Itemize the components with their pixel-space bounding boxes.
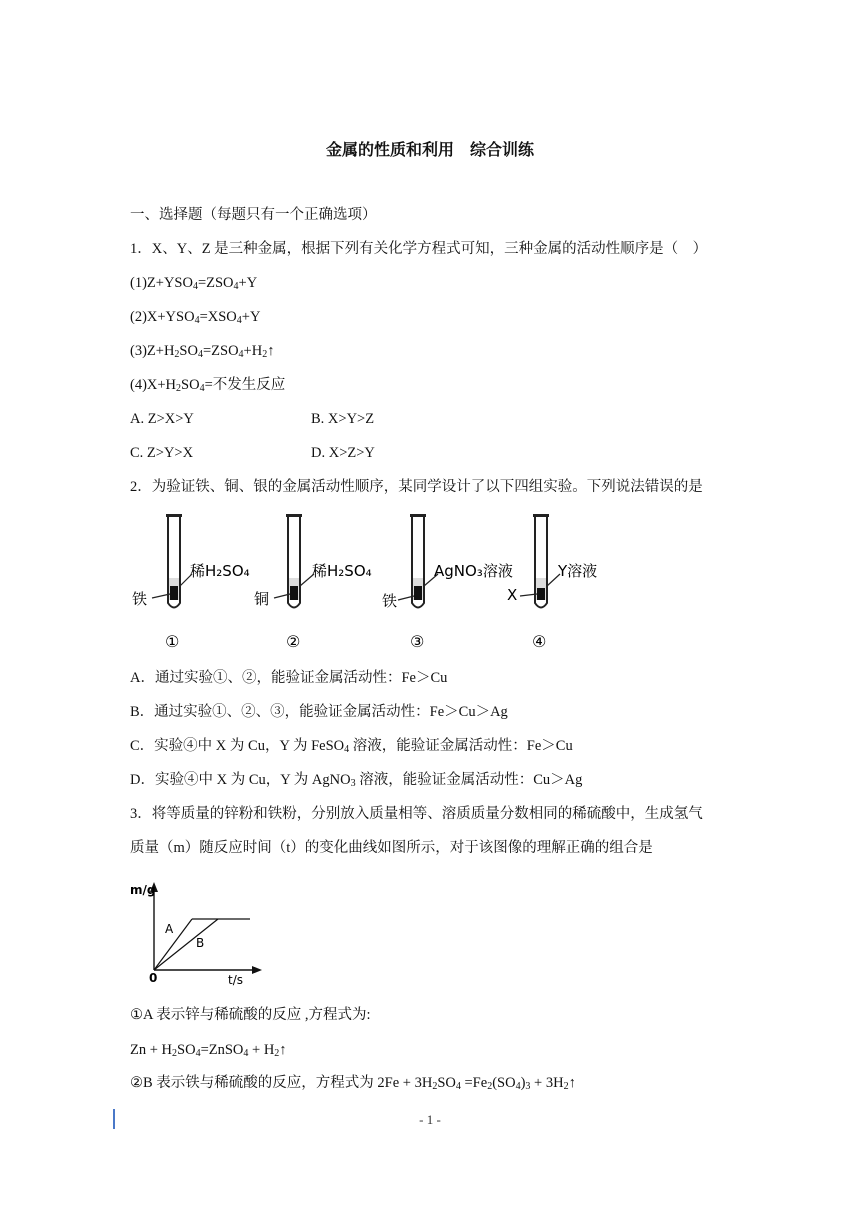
q1-eq4: $(4)X+H_2SO_4=$不发生反应 [130,377,286,394]
hydrogen-mass-graph [128,876,268,986]
tube-4-solution: Y溶液 [558,562,598,580]
q3-stem-line1: 3．将等质量的锌粉和铁粉，分别放入质量相等、溶质质量分数相同的稀硫酸中，生成氢气 [130,806,703,822]
tube-2-number: ② [286,632,301,651]
q1-option-d: D. X>Z>Y [311,445,375,461]
tube-1-metal: 铁 [132,590,148,608]
origin-label: 0 [149,971,158,985]
page-number: - 1 - [419,1112,441,1127]
y-axis-label: m/g [130,883,156,897]
q1-eq1: $(1)Z+YSO_4=ZSO_4+Y$ [130,275,258,292]
line-a-label: A [165,922,174,936]
q1-eq2: $(2)X+YSO_4=XSO_4+Y$ [130,309,261,326]
tube-4-number: ④ [532,632,547,651]
x-axis-label: t/s [228,973,243,986]
tube-4-metal: X [507,586,518,604]
tube-2 [254,514,372,651]
q2-option-d: D．实验④中 X 为 Cu，Y 为 AgNO$_3$ 溶液，能验证金属活动性：Cu＞Ag [130,772,583,789]
q1-option-c: C. Z>Y>X [130,445,194,461]
test-tubes-figure [128,508,618,653]
q2-option-b: B．通过实验①、②、③，能验证金属活动性：Fe＞Cu＞Ag [130,704,508,720]
q2-option-c: C．实验④中 X 为 Cu，Y 为 FeSO$_4$ 溶液，能验证金属活动性：Fe＞Cu [130,738,573,755]
tube-3 [382,514,513,651]
q1-stem: 1．X、Y、Z 是三种金属，根据下列有关化学方程式可知，三种金属的活动性顺序是（ ） [130,241,708,257]
q1-option-b: B. X>Y>Z [311,411,375,427]
q2-stem: 2．为验证铁、铜、银的金属活动性顺序，某同学设计了以下四组实验。下列说法错误的是 [130,479,703,495]
q3-item-1: ①A 表示锌与稀硫酸的反应 ,方程式为: [130,1007,371,1023]
q1-option-a: A. Z>X>Y [130,411,194,427]
tube-3-metal: 铁 [382,592,398,610]
q2-option-a: A．通过实验①、②，能验证金属活动性：Fe＞Cu [130,670,448,686]
tube-3-number: ③ [410,632,425,651]
q3-stem-line2: 质量（m）随反应时间（t）的变化曲线如图所示，对于该图像的理解正确的组合是 [130,840,653,856]
tube-1-number: ① [165,632,180,651]
tube-4 [507,514,597,651]
tube-1-solution: 稀H₂SO₄ [190,562,250,580]
section-heading: 一、选择题（每题只有一个正确选项） [130,207,377,223]
tube-2-metal: 铜 [254,590,270,608]
tube-3-solution: AgNO₃溶液 [434,562,513,580]
tube-2-solution: 稀H₂SO₄ [312,562,372,580]
q3-item-2: ②B 表示铁与稀硫酸的反应，方程式为 $2Fe + 3H_2SO_4 =Fe_2(SO_4)_3$ + $3H_2↑$ [130,1075,576,1092]
q3-item-1-equation: $Zn + H_2SO_4=ZnSO_4$ + $H_2↑$ [130,1042,287,1059]
line-b-label: B [196,936,205,950]
x-axis-arrow [252,966,262,974]
page-title: 金属的性质和利用 综合训练 [325,140,534,159]
q1-eq3: $(3)Z+H_2SO_4=ZSO_4+H_2↑$ [130,343,275,360]
tube-1 [132,514,250,651]
